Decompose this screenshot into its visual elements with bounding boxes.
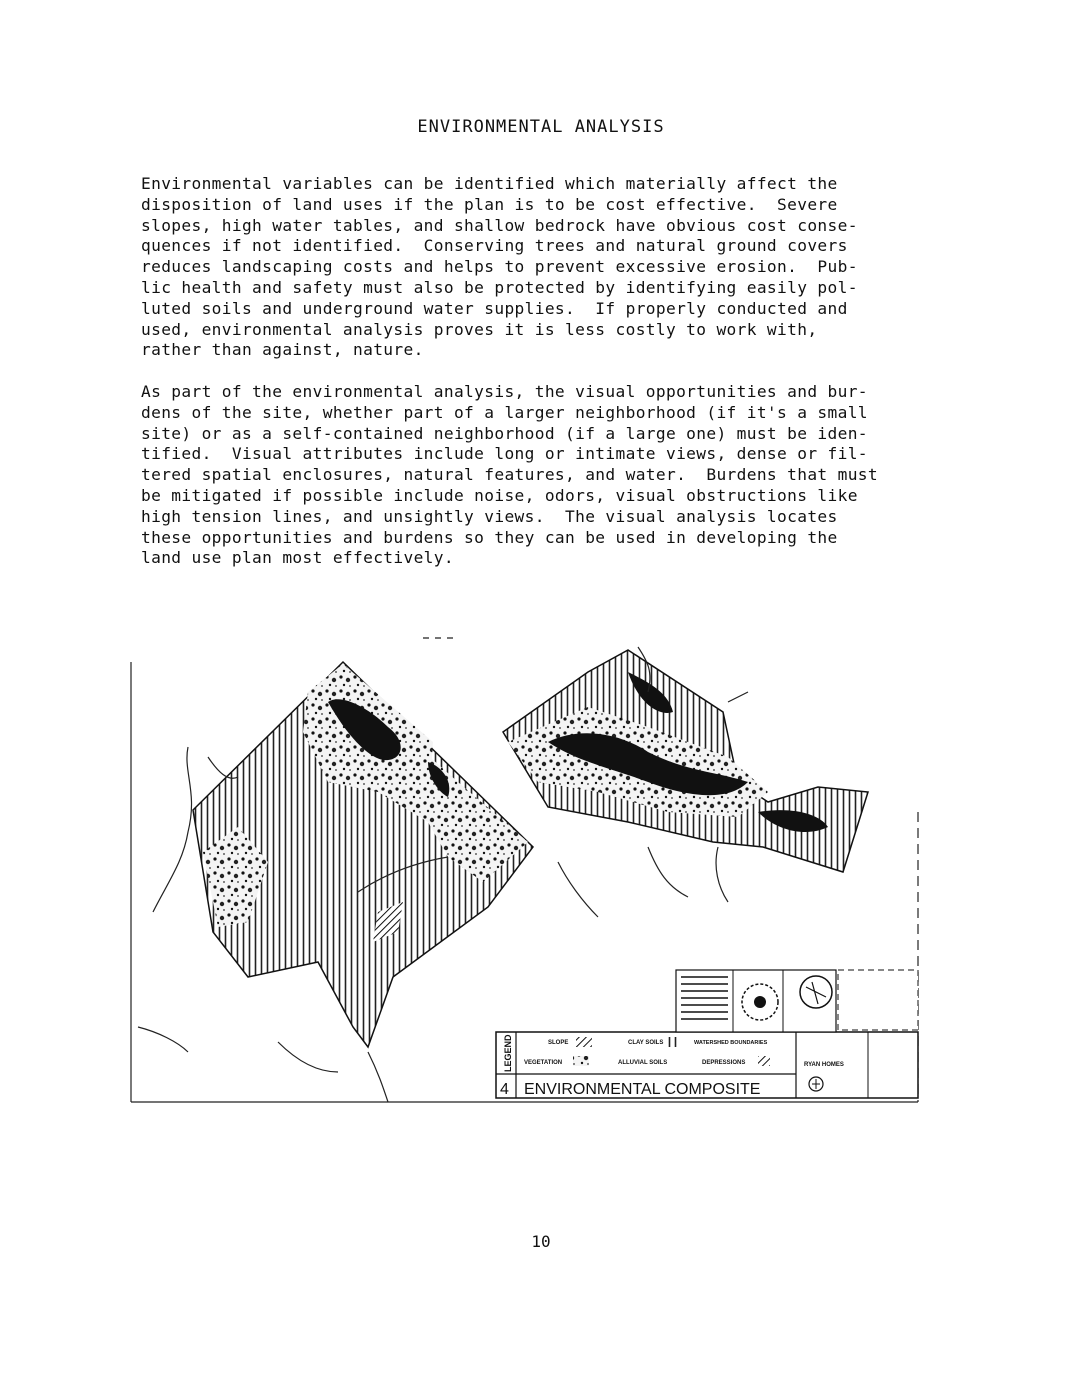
text-line: tered spatial enclosures, natural features, and water. Burdens that must <box>141 465 878 485</box>
location-panel <box>676 970 918 1032</box>
text-line: As part of the environmental analysis, the visual opportunities and bur- <box>141 382 868 401</box>
legend-clay-soils: CLAY SOILS <box>628 1040 664 1046</box>
environmental-composite-map <box>128 632 928 1108</box>
sheet-title: ENVIRONMENTAL COMPOSITE <box>524 1081 761 1098</box>
legend-alluvial-soils: ALLUVIAL SOILS <box>618 1060 668 1066</box>
text-line: these opportunities and burdens so they can be used in developing the <box>141 527 838 547</box>
text-line: dens of the site, whether part of a larger neighborhood (if it's a small <box>141 402 868 422</box>
text-line: used, environmental analysis proves it is less costly to work with, <box>141 319 818 339</box>
text-line: Environmental variables can be identified which materially affect the <box>141 174 838 193</box>
paragraph-visual-analysis <box>141 382 941 569</box>
text-line: lic health and safety must also be protected by identifying easily pol- <box>141 277 858 297</box>
text-line: high tension lines, and unsightly views. The visual analysis locates <box>141 506 838 526</box>
title-block <box>496 1032 918 1098</box>
map-drawing <box>128 632 928 1108</box>
text-line: tified. Visual attributes include long or intimate views, dense or fil- <box>141 444 868 464</box>
sheet-number: 4 <box>500 1081 509 1098</box>
vegetation-swatch <box>573 1056 589 1066</box>
page-number: 10 <box>531 1232 551 1251</box>
legend-watershed-boundaries: WATERSHED BOUNDARIES <box>694 1040 768 1046</box>
depressions-swatch <box>758 1056 770 1066</box>
page-title: ENVIRONMENTAL ANALYSIS <box>417 117 665 137</box>
slope-swatch <box>576 1037 592 1047</box>
site-parcel-west <box>193 662 533 1047</box>
text-line: rather than against, nature. <box>141 340 424 360</box>
text-line: disposition of land uses if the plan is to be cost effective. Severe <box>141 194 838 214</box>
legend-depressions: DEPRESSIONS <box>702 1060 746 1066</box>
text-line: quences if not identified. Conserving trees and natural ground covers <box>141 236 848 256</box>
firm-name: RYAN HOMES <box>804 1062 844 1068</box>
text-line: luted soils and underground water supplies. If properly conducted and <box>141 298 848 318</box>
text-line: site) or as a self-contained neighborhood (if a large one) must be iden- <box>141 423 868 443</box>
legend-slope: SLOPE <box>548 1040 569 1046</box>
text-line: land use plan most effectively. <box>141 548 454 568</box>
paragraph-environmental-variables <box>141 174 941 361</box>
text-line: slopes, high water tables, and shallow bedrock have obvious cost conse- <box>141 215 858 235</box>
site-parcel-east <box>503 650 868 872</box>
clay-soils-swatch <box>668 1037 680 1047</box>
text-line: be mitigated if possible include noise, odors, visual obstructions like <box>141 485 858 505</box>
legend-label: LEGEND <box>503 1034 513 1072</box>
legend-vegetation: VEGETATION <box>524 1060 563 1066</box>
text-line: reduces landscaping costs and helps to prevent excessive erosion. Pub- <box>141 257 858 277</box>
